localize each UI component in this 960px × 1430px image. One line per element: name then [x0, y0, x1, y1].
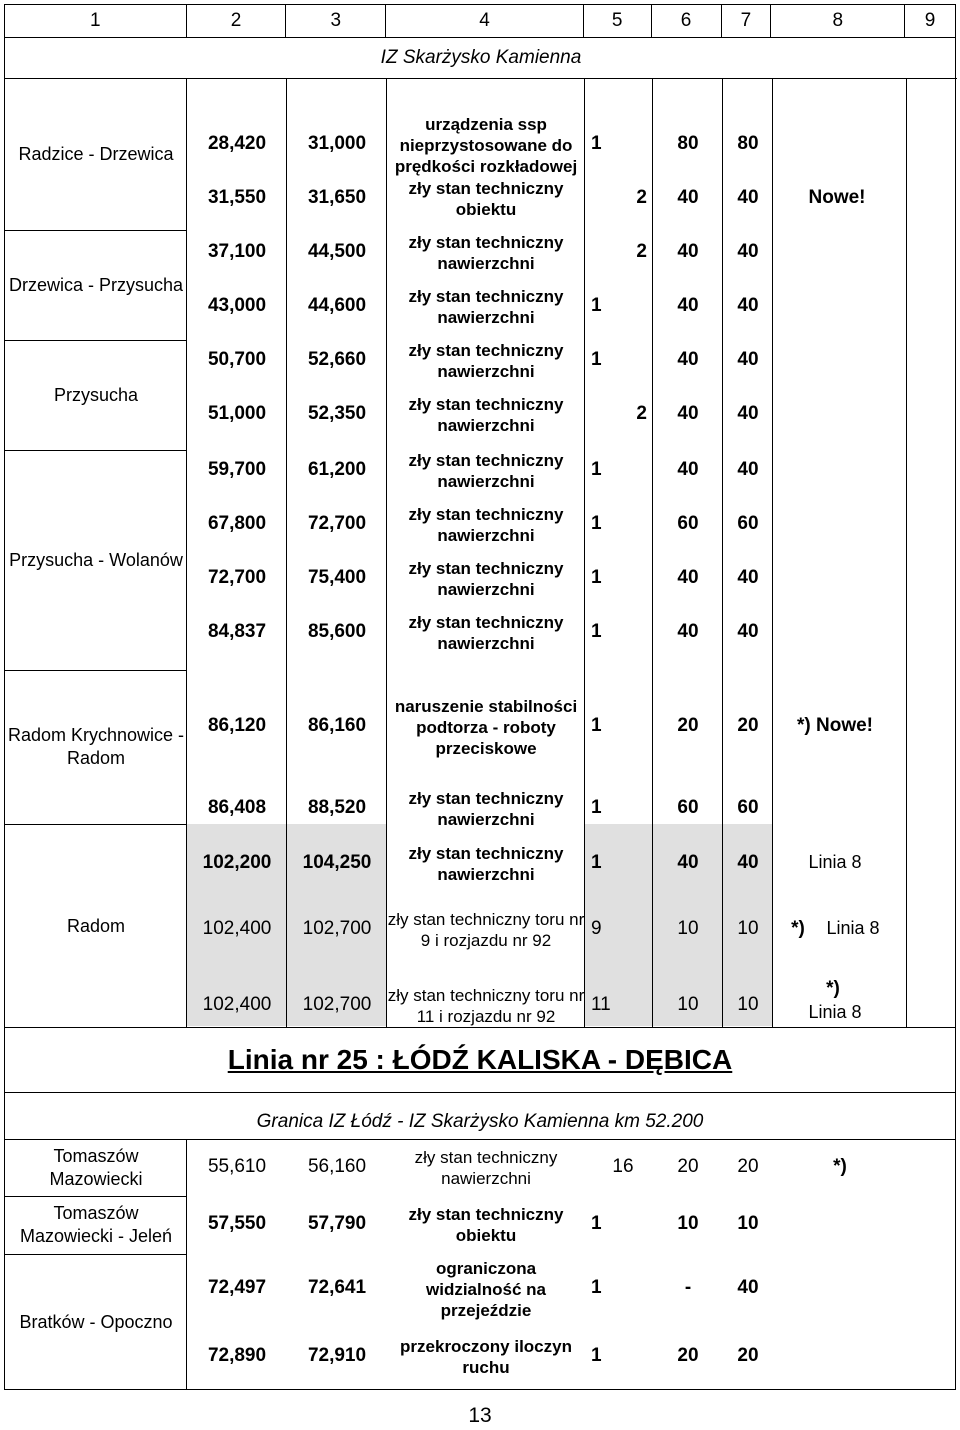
note-text: Linia 8 [826, 918, 880, 938]
speed-limit: 20 [737, 715, 759, 736]
speed-limit: 40 [737, 1277, 759, 1298]
km-from: 50,700 [207, 349, 267, 370]
speed-limit: 40 [677, 852, 699, 873]
track-number: 1 [591, 1277, 602, 1298]
speed-limit: 10 [737, 1213, 759, 1234]
station-name: Radom Krychnowice - Radom [7, 725, 185, 768]
col-header-2: 2 [187, 5, 287, 37]
track-number: 1 [591, 295, 602, 316]
speed-limit: 40 [677, 567, 699, 588]
speed-limit: 40 [677, 349, 699, 370]
km-to: 102,700 [302, 918, 372, 939]
speed-limit: 40 [737, 403, 759, 424]
note-marker: *) [833, 1156, 847, 1177]
track-number: 1 [591, 567, 602, 588]
speed-limit: 80 [677, 133, 699, 154]
speed-limit: 60 [677, 797, 699, 818]
track-number: 16 [612, 1156, 634, 1177]
restriction-reason: zły stan techniczny nawierzchni [408, 341, 564, 381]
speed-limit: 10 [677, 994, 699, 1015]
track-number: 9 [591, 918, 602, 939]
km-from: 86,120 [207, 715, 267, 736]
km-from: 55,610 [207, 1156, 267, 1177]
table-row [5, 114, 957, 176]
km-to: 61,200 [307, 459, 367, 480]
track-number: 2 [636, 241, 647, 262]
table-row [5, 606, 957, 660]
table-row [5, 334, 957, 388]
km-from: 72,890 [207, 1345, 267, 1366]
station-name: Radzice - Drzewica [18, 143, 174, 164]
table-row [5, 674, 957, 780]
section-title: IZ Skarżysko Kamienna [380, 47, 582, 68]
km-to: 102,700 [302, 994, 372, 1015]
station-name: Bratków - Opoczno [19, 1311, 173, 1332]
speed-limit: 40 [737, 621, 759, 642]
table-row [5, 552, 957, 606]
table-row [5, 1254, 957, 1324]
speed-limit: 20 [677, 1156, 699, 1177]
km-to: 85,600 [307, 621, 367, 642]
restriction-reason: zły stan techniczny nawierzchni [408, 613, 564, 653]
km-from: 43,000 [207, 295, 267, 316]
speed-limit: 40 [677, 621, 699, 642]
table-row [5, 498, 957, 552]
col-header-1: 1 [5, 5, 187, 37]
col-header-5: 5 [584, 5, 652, 37]
track-number: 1 [591, 621, 602, 642]
table-row [5, 782, 957, 836]
station-name: Tomaszów Mazowiecki [49, 1146, 143, 1189]
table-row [5, 836, 957, 892]
speed-limit: 10 [677, 918, 699, 939]
restriction-reason: zły stan techniczny nawierzchni [408, 287, 564, 327]
speed-limit: 40 [737, 852, 759, 873]
km-to: 44,600 [307, 295, 367, 316]
restriction-reason: zły stan techniczny nawierzchni [408, 789, 564, 829]
table-row [5, 1324, 957, 1390]
km-to: 52,660 [307, 349, 367, 370]
speed-limit: 40 [737, 567, 759, 588]
col-header-6: 6 [652, 5, 722, 37]
speed-limit: 20 [737, 1345, 759, 1366]
track-number: 11 [591, 994, 611, 1015]
page-number: 13 [468, 1404, 492, 1427]
note-marker: *) [791, 918, 805, 939]
speed-limit: 40 [677, 187, 699, 208]
table-row [5, 1196, 957, 1254]
speed-limit: 80 [737, 133, 759, 154]
speed-limit: 10 [737, 994, 759, 1015]
track-number: 1 [591, 797, 602, 818]
km-from: 37,100 [207, 241, 267, 262]
restriction-reason: zły stan techniczny obiektu [408, 179, 564, 219]
restriction-reason: zły stan techniczny nawierzchni [408, 844, 564, 884]
restriction-reason: zły stan techniczny nawierzchni [408, 233, 564, 273]
km-to: 72,910 [307, 1345, 367, 1366]
km-to: 72,700 [307, 513, 367, 534]
km-from: 51,000 [207, 403, 267, 424]
km-to: 88,520 [307, 797, 367, 818]
station-name: Tomaszów Mazowiecki - Jeleń [19, 1203, 173, 1246]
track-number: 1 [591, 1345, 602, 1366]
track-number: 1 [591, 459, 602, 480]
station-name: Przysucha - Wolanów [9, 549, 183, 570]
km-to: 52,350 [307, 403, 367, 424]
speed-limit: 40 [737, 295, 759, 316]
km-from: 59,700 [207, 459, 267, 480]
restriction-reason: naruszenie stabilności podtorza - roboty przeciskowe [394, 696, 578, 758]
km-to: 57,790 [307, 1213, 367, 1234]
km-from: 28,420 [207, 133, 267, 154]
track-number: 1 [591, 1213, 602, 1234]
table-row [5, 280, 957, 334]
speed-limit: 60 [737, 797, 759, 818]
restriction-reason: zły stan techniczny nawierzchni [408, 559, 564, 599]
track-number: 1 [591, 852, 602, 873]
col-header-7: 7 [722, 5, 772, 37]
speed-limit: 10 [737, 918, 759, 939]
restriction-reason: ograniczona widzialność na przejeździe [426, 1258, 546, 1320]
km-from: 57,550 [207, 1213, 267, 1234]
speed-limit: 40 [737, 459, 759, 480]
km-to: 31,650 [307, 187, 367, 208]
track-number: 1 [591, 349, 602, 370]
restriction-reason: zły stan techniczny nawierzchni [408, 395, 564, 435]
km-from: 31,550 [207, 187, 267, 208]
km-to: 72,641 [307, 1277, 367, 1298]
col-header-9: 9 [924, 10, 936, 31]
km-from: 84,837 [207, 621, 267, 642]
station-name: Drzewica - Przysucha [8, 274, 184, 295]
restriction-reason: zły stan techniczny obiektu [408, 1205, 564, 1245]
border-title: Granica IZ Łódź - IZ Skarżysko Kamienna km 52.200 [4, 1092, 956, 1140]
speed-limit: 40 [677, 459, 699, 480]
speed-limit: 20 [737, 1156, 759, 1177]
note-text: Linia 8 [808, 852, 862, 872]
line-title [4, 1028, 956, 1092]
note-marker: *) [826, 978, 840, 999]
table-row [5, 1140, 957, 1196]
km-from: 102,200 [202, 852, 272, 873]
km-to: 31,000 [307, 133, 367, 154]
restriction-reason: urządzenia ssp nieprzystosowane do prędkości rozkładowej [394, 114, 578, 176]
speed-limit: 40 [737, 187, 759, 208]
track-number: 1 [591, 715, 602, 736]
station-name: Radom [66, 915, 126, 936]
note-text: Nowe! [808, 187, 866, 208]
speed-limit: 20 [677, 715, 699, 736]
km-from: 102,400 [202, 918, 272, 939]
track-number: 1 [591, 133, 602, 154]
track-number: 1 [591, 513, 602, 534]
km-from: 67,800 [207, 513, 267, 534]
km-from: 72,497 [207, 1277, 267, 1298]
restriction-reason: zły stan techniczny toru nr 11 i rozjazdu nr 92 [387, 986, 585, 1026]
table-row [5, 172, 957, 226]
speed-limit: 40 [677, 403, 699, 424]
col-header-3: 3 [286, 5, 386, 37]
restriction-reason: zły stan techniczny toru nr 9 i rozjazdu nr 92 [387, 910, 585, 950]
column-header-row [4, 4, 956, 38]
speed-limit: 10 [677, 1213, 699, 1234]
section-lodz-kaliska [4, 1140, 956, 1390]
col-header-4: 4 [386, 5, 584, 37]
note-text: Linia 8 [808, 1002, 862, 1022]
table-row [5, 226, 957, 280]
km-to: 44,500 [307, 241, 367, 262]
line-title-text: Linia nr 25 : ŁÓDŹ KALISKA - DĘBICA [227, 1044, 733, 1075]
speed-limit: 40 [737, 241, 759, 262]
km-to: 56,160 [307, 1156, 367, 1177]
restriction-reason: przekroczony iloczyn ruchu [400, 1337, 572, 1377]
km-to: 104,250 [302, 852, 372, 873]
restriction-reason: zły stan techniczny nawierzchni [408, 451, 564, 491]
track-number: 2 [636, 187, 647, 208]
table-row [5, 444, 957, 498]
section-skarzysko [4, 38, 956, 1028]
km-to: 86,160 [307, 715, 367, 736]
station-name: Przysucha [53, 384, 139, 405]
km-to: 75,400 [307, 567, 367, 588]
km-from: 102,400 [202, 994, 272, 1015]
speed-limit: 40 [737, 349, 759, 370]
col-header-8: 8 [771, 5, 905, 37]
table-row [5, 388, 957, 442]
note-text: *) Nowe! [797, 715, 873, 736]
speed-limit: 20 [677, 1345, 699, 1366]
km-from: 86,408 [207, 797, 267, 818]
table-row [5, 892, 957, 968]
restriction-reason: zły stan techniczny nawierzchni [408, 505, 564, 545]
speed-limit: 40 [677, 295, 699, 316]
speed-limit: 40 [677, 241, 699, 262]
track-number: 2 [636, 403, 647, 424]
restriction-reason: zły stan techniczny nawierzchni [414, 1148, 558, 1188]
speed-limit: 60 [677, 513, 699, 534]
km-from: 72,700 [207, 567, 267, 588]
speed-limit: 60 [737, 513, 759, 534]
speed-limit: - [684, 1277, 692, 1298]
